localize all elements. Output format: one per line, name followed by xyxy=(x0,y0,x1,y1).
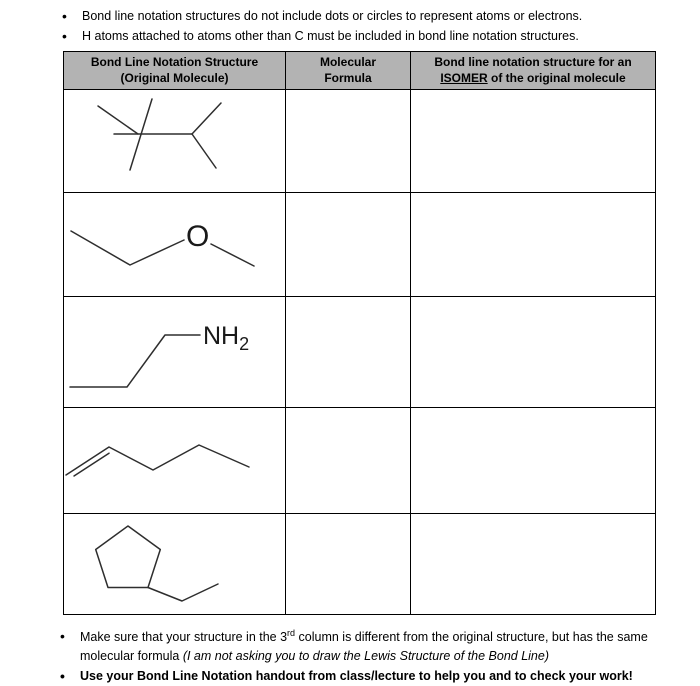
molecular-formula-cell-2 xyxy=(286,193,411,297)
header-isomer-structure xyxy=(411,52,656,90)
header-line: Bond Line Notation Structure xyxy=(90,55,259,70)
bond-line xyxy=(192,134,216,168)
structure-cell-5 xyxy=(64,514,286,615)
bottom-text-1b: column is different from the original structure, but has the same molecular formula xyxy=(80,630,648,663)
molecule-amine xyxy=(64,297,284,407)
amine-subscript: 2 xyxy=(239,334,250,355)
molecule-branched-alkane xyxy=(64,90,284,192)
table-row xyxy=(64,408,656,514)
ordinal-superscript: rd xyxy=(287,628,296,639)
bullet-dot: • xyxy=(60,667,65,684)
oxygen-atom-label: O xyxy=(186,220,210,254)
molecule-pentene xyxy=(64,408,284,513)
molecular-formula-cell-1 xyxy=(286,90,411,193)
isomer-cell-4 xyxy=(411,408,656,514)
header-line xyxy=(415,71,651,87)
structure-cell-2 xyxy=(64,193,286,297)
isomer-cell-5 xyxy=(411,514,656,615)
bottom-bullet-1 xyxy=(58,627,658,664)
isomer-cell-1 xyxy=(411,90,656,193)
amine-nh: NH xyxy=(203,322,240,351)
molecular-formula-cell-5 xyxy=(286,514,411,615)
header-original-structure xyxy=(64,52,286,90)
bottom-bullet-2 xyxy=(58,667,658,685)
double-bond-line xyxy=(74,453,109,476)
bullet-dot: • xyxy=(62,28,67,45)
molecular-formula-cell-4 xyxy=(286,408,411,514)
header-line-rest: of the original molecule xyxy=(487,70,626,85)
bond-line xyxy=(211,244,254,266)
top-instructions xyxy=(60,7,672,45)
header-molecular-formula xyxy=(286,52,411,90)
header-line: Molecular xyxy=(319,55,376,70)
table-row xyxy=(64,297,656,408)
header-row xyxy=(64,52,656,90)
bond-line xyxy=(71,231,184,265)
instruction-bullet-2 xyxy=(60,27,672,45)
pentagon-ring xyxy=(96,526,161,588)
bond-line xyxy=(66,445,249,475)
bond-line xyxy=(70,335,200,387)
structure-cell-4 xyxy=(64,408,286,514)
isomer-cell-3 xyxy=(411,297,656,408)
instruction-text: H atoms attached to atoms other than C must be included in bond line notation structures. xyxy=(82,29,579,44)
molecule-cyclopentane-ethyl xyxy=(64,514,284,614)
isomer-cell-2 xyxy=(411,193,656,297)
bottom-text-2: Use your Bond Line Notation handout from class/lecture to help you and to check your work! xyxy=(80,668,633,683)
bullet-dot: • xyxy=(62,8,67,24)
structure-cell-1 xyxy=(64,90,286,193)
bond-line xyxy=(192,103,221,134)
isomer-underlined: ISOMER xyxy=(440,70,488,85)
bond-line xyxy=(148,584,218,601)
molecular-formula-cell-3 xyxy=(286,297,411,408)
bond-line-table xyxy=(63,51,656,615)
header-line: (Original Molecule) xyxy=(120,70,229,85)
instruction-bullet-1 xyxy=(60,7,672,25)
amine-group-label xyxy=(203,322,249,354)
molecule-ether xyxy=(64,193,284,296)
bottom-text-1a: Make sure that your structure in the 3 xyxy=(80,630,288,645)
header-line: Bond line notation structure for an xyxy=(434,55,632,70)
table-row xyxy=(64,90,656,193)
table-row xyxy=(64,193,656,297)
bullet-dot: • xyxy=(60,628,65,645)
table-row xyxy=(64,514,656,615)
instruction-text: Bond line notation structures do not include dots or circles to represent atoms or electrons. xyxy=(82,9,583,23)
header-line: Formula xyxy=(324,70,372,85)
bond-line xyxy=(98,106,138,134)
structure-cell-3 xyxy=(64,297,286,408)
bottom-text-italic: (I am not asking you to draw the Lewis Structure of the Bond Line) xyxy=(182,648,549,663)
bottom-instructions xyxy=(58,627,658,685)
